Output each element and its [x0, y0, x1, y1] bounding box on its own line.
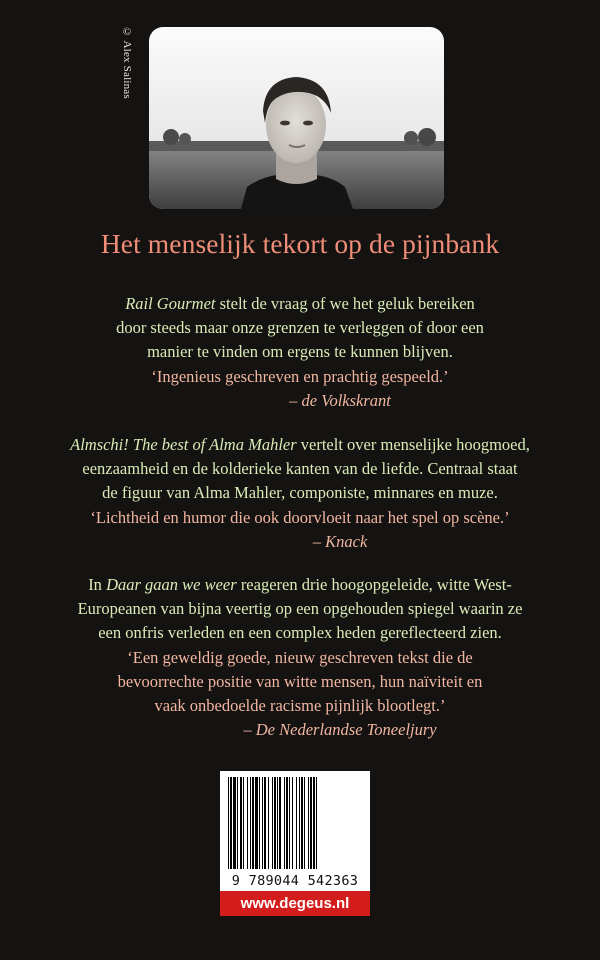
barcode-bar — [272, 777, 273, 869]
section3-quote1: ‘Een geweldig goede, nieuw geschreven tekst die de — [127, 647, 473, 667]
barcode — [220, 771, 370, 916]
section2-line2: eenzaamheid en de kolderieke kanten van de liefde. Centraal staat — [82, 459, 518, 479]
barcode-bar — [240, 777, 242, 869]
barcode-bar — [255, 777, 258, 869]
section2-line1-rest: vertelt over menselijke hoogmoed, — [300, 435, 530, 454]
barcode-bar — [292, 777, 293, 869]
author-photo — [149, 27, 444, 209]
section3-line3: een onfris verleden en een complex heden gereflecteerd zien. — [98, 623, 502, 643]
section1-line1 — [0, 292, 600, 316]
section3-title: Daar gaan we weer — [106, 575, 237, 594]
barcode-bar — [262, 777, 263, 869]
section3-quote2: bevoorrechte positie van witte mensen, hun naïviteit en — [117, 671, 483, 691]
barcode-bar — [243, 777, 244, 869]
barcode-bars — [220, 771, 370, 871]
barcode-bar — [316, 777, 317, 869]
barcode-bar — [310, 777, 312, 869]
section3-line2: Europeanen van bijna veertig op een opgehouden spiegel waarin ze — [77, 599, 523, 619]
barcode-bar — [247, 777, 248, 869]
barcode-bar — [237, 777, 238, 869]
section2-quote: ‘Lichtheid en humor die ook doorvloeit naar het spel op scène.’ — [90, 507, 510, 527]
barcode-bar — [252, 777, 254, 869]
barcode-bar — [268, 777, 269, 869]
headline: Het menselijk tekort op de pijnbank — [100, 228, 500, 259]
isbn-number: 9 789044 542363 — [231, 873, 359, 889]
barcode-bar — [274, 777, 276, 869]
barcode-bar — [250, 777, 251, 869]
section2-source: – Knack — [312, 531, 368, 551]
section1-source: – de Volkskrant — [289, 390, 391, 410]
section-almschi — [0, 433, 600, 554]
barcode-bar — [308, 777, 309, 869]
section3-quote3: vaak onbedoelde racisme pijnlijk blootlegt.’ — [154, 696, 446, 716]
section1-line3: manier te vinden om ergens te kunnen blijven. — [147, 342, 453, 362]
section3-source: – De Nederlandse Toneeljury — [243, 720, 437, 740]
section3-line1 — [0, 573, 600, 597]
section1-line1-rest: stelt de vraag of we het geluk bereiken — [219, 294, 475, 313]
publisher-website: www.degeus.nl — [220, 891, 370, 916]
barcode-bar — [228, 777, 229, 869]
photo-credit: © Alex Salinas — [121, 26, 133, 99]
section1-quote: ‘Ingenieus geschreven en prachtig gespeeld.’ — [151, 366, 449, 386]
section-rail-gourmet — [0, 292, 600, 413]
barcode-bar — [230, 777, 232, 869]
barcode-bar — [233, 777, 236, 869]
section3-line1-rest: reageren drie hoogopgeleide, witte West- — [240, 575, 512, 594]
barcode-bar — [304, 777, 305, 869]
section3-intro: In — [88, 575, 102, 594]
barcode-bar — [284, 777, 285, 869]
section2-line1 — [0, 433, 600, 457]
section1-title: Rail Gourmet — [125, 294, 216, 313]
section2-line3: de figuur van Alma Mahler, componiste, minnares en muze. — [102, 483, 498, 503]
section-daar-gaan-we-weer — [0, 573, 600, 742]
barcode-bar — [264, 777, 266, 869]
section1-line2: door steeds maar onze grenzen te verleggen of door een — [116, 318, 484, 338]
barcode-bar — [279, 777, 281, 869]
barcode-bar — [299, 777, 300, 869]
barcode-bar — [296, 777, 297, 869]
section2-title: Almschi! The best of Alma Mahler — [70, 435, 297, 454]
barcode-bar — [259, 777, 260, 869]
barcode-bar — [313, 777, 315, 869]
barcode-bar — [277, 777, 278, 869]
barcode-bar — [301, 777, 303, 869]
barcode-bar — [289, 777, 290, 869]
barcode-bar — [286, 777, 288, 869]
